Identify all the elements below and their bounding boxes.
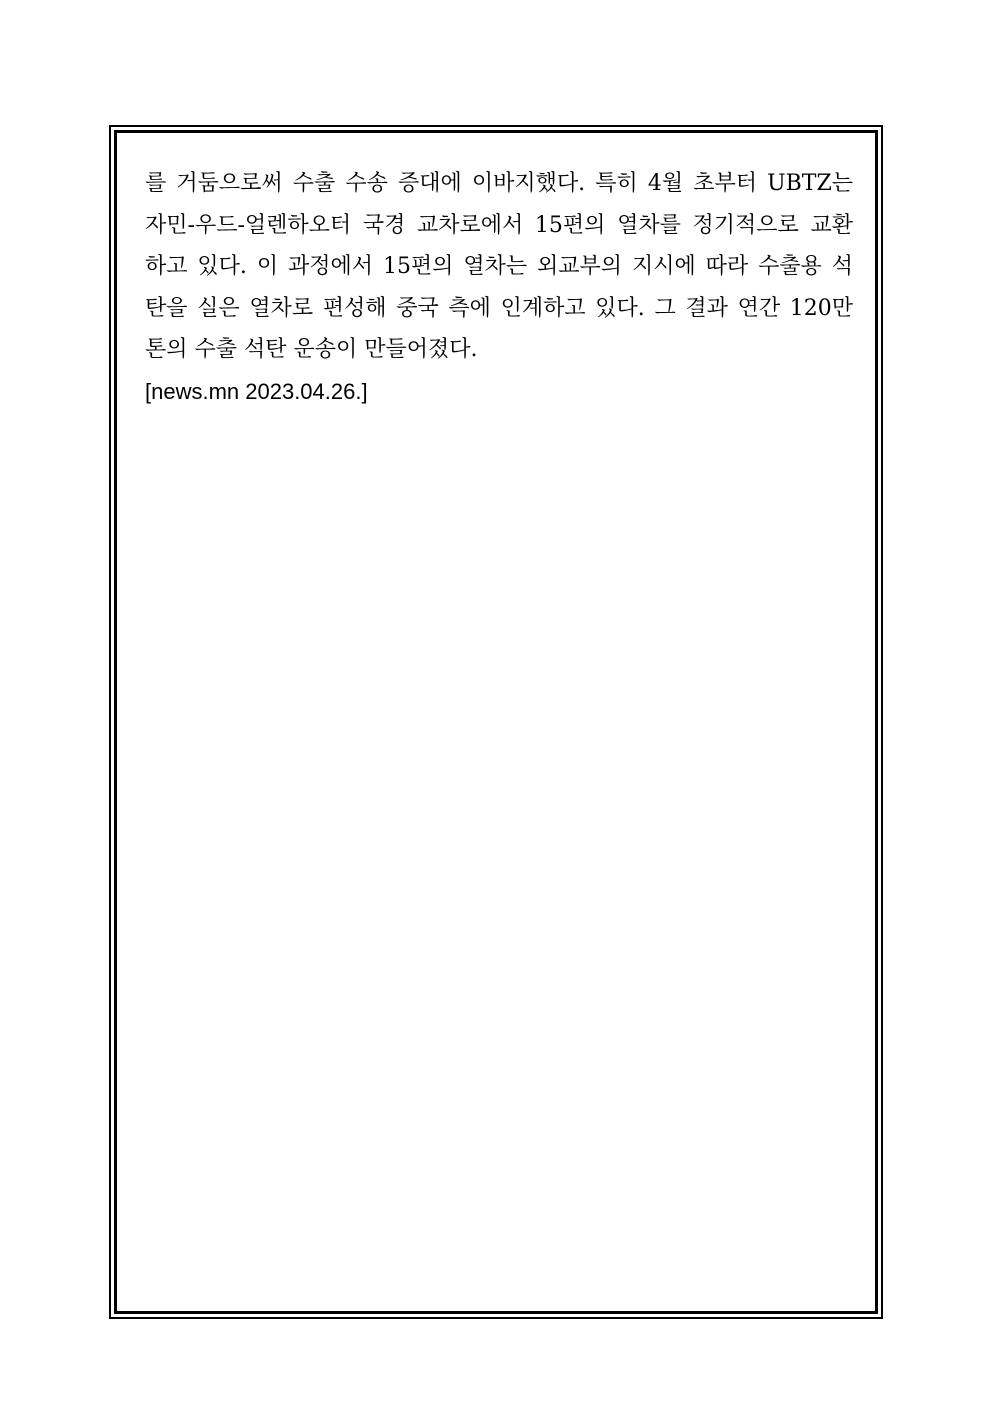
article-box-inner-border	[114, 130, 878, 1314]
article-line: 하고 있다. 이 과정에서 15편의 열차는 외교부의 지시에 따라 수출용 석	[145, 254, 853, 279]
article-line: 톤의 수출 석탄 운송이 만들어졌다.	[145, 337, 478, 362]
article-box-outer-border	[109, 125, 883, 1319]
article-body	[145, 163, 853, 412]
article-line: 탄을 실은 열차로 편성해 중국 측에 인계하고 있다. 그 결과 연간 120만	[145, 295, 853, 321]
article-line: 자민-우드-얼렌하오터 국경 교차로에서 15편의 열차를 정기적으로 교환	[145, 212, 853, 238]
article-line: 를 거둠으로써 수출 수송 증대에 이바지했다. 특히 4월 초부터 UBTZ는	[145, 171, 853, 196]
article-source: [news.mn 2023.04.26.]	[145, 378, 368, 404]
